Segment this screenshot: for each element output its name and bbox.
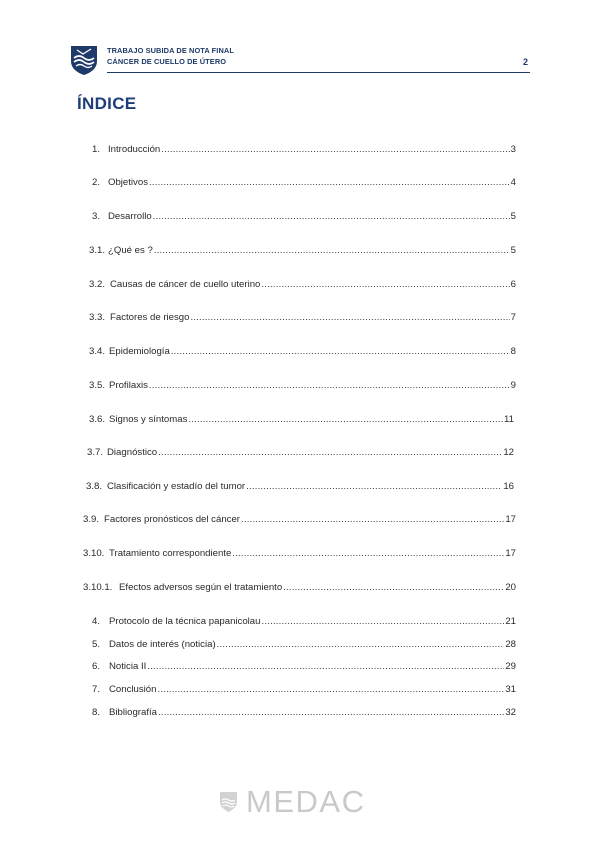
toc-leader-dots [217, 638, 505, 651]
toc-entry-label: Introducción [108, 144, 161, 155]
toc-leader-dots [158, 706, 504, 719]
toc-entry[interactable] [83, 547, 516, 560]
toc-leader-dots [283, 581, 504, 594]
toc-entry-number: 3.9. [83, 514, 100, 525]
toc-entry-number: 3.10. [83, 548, 105, 559]
toc-leader-dots [154, 244, 510, 257]
toc-leader-dots [161, 143, 509, 156]
toc-entry-number: 3.6. [89, 414, 106, 425]
toc-entry[interactable] [83, 513, 516, 526]
toc-entry-page: 16 [503, 481, 514, 492]
toc-entry-page: 5 [510, 245, 516, 256]
toc-entry[interactable] [92, 176, 516, 189]
toc-entry-label: Tratamiento correspondiente [109, 548, 232, 559]
toc-entry-page: 31 [505, 684, 516, 695]
toc-entry-number: 8. [92, 707, 101, 718]
toc-entry[interactable] [89, 413, 514, 426]
toc-entry[interactable] [86, 480, 514, 493]
header-line-1: TRABAJO SUBIDA DE NOTA FINAL [107, 46, 234, 55]
toc-leader-dots [261, 278, 509, 291]
toc-leader-dots [171, 345, 510, 358]
toc-entry-number: 7. [92, 684, 101, 695]
toc-entry-label: Diagnóstico [107, 447, 158, 458]
toc-entry-label: Factores pronósticos del cáncer [104, 514, 240, 525]
toc-entry-number: 3. [92, 211, 101, 222]
toc-entry-page: 5 [510, 211, 516, 222]
toc-entry-label: Causas de cáncer de cuello uterino [110, 279, 261, 290]
toc-entry-number: 3.8. [86, 481, 103, 492]
toc-entry-number: 3.4. [89, 346, 106, 357]
toc-leader-dots [147, 660, 504, 673]
toc-entry-page: 32 [505, 707, 516, 718]
toc-entry-number: 3.2. [89, 279, 106, 290]
toc-entry-number: 6. [92, 661, 101, 672]
toc-entry-label: Desarrollo [108, 211, 152, 222]
toc-leader-dots [190, 311, 509, 324]
toc-entry-page: 7 [510, 312, 516, 323]
toc-entry[interactable] [89, 278, 516, 291]
toc-entry-number: 3.1. [89, 245, 106, 256]
page-number: 2 [522, 57, 528, 67]
toc-entry-number: 3.10.1. [83, 582, 113, 593]
toc-leader-dots [188, 413, 503, 426]
toc-leader-dots [232, 547, 504, 560]
toc-entry-number: 3.5. [89, 380, 106, 391]
toc-entry-label: Signos y síntomas [109, 414, 188, 425]
toc-leader-dots [261, 615, 504, 628]
toc-entry-number: 3.7. [87, 447, 104, 458]
toc-leader-dots [149, 176, 510, 189]
toc-entry-page: 3 [510, 144, 516, 155]
toc-entry-page: 4 [510, 177, 516, 188]
toc-leader-dots [149, 379, 510, 392]
toc-leader-dots [157, 683, 504, 696]
toc-entry[interactable] [89, 311, 516, 324]
toc-entry-page: 17 [505, 548, 516, 559]
toc-entry-page: 17 [505, 514, 516, 525]
toc-entry[interactable] [89, 345, 516, 358]
toc-entry[interactable] [89, 379, 516, 392]
toc-entry-label: Epidemiología [109, 346, 170, 357]
medac-shield-icon [219, 791, 238, 813]
header-text [107, 45, 234, 67]
toc-entry-label: Profilaxis [109, 380, 148, 391]
toc-leader-dots [241, 513, 504, 526]
toc-entry-page: 8 [510, 346, 516, 357]
toc-entry-label: Factores de riesgo [110, 312, 190, 323]
toc-leader-dots [153, 210, 510, 223]
toc-entry-number: 3.3. [89, 312, 106, 323]
toc-entry[interactable] [92, 683, 516, 696]
toc-entry[interactable] [89, 244, 516, 257]
toc-entry-number: 2. [92, 177, 101, 188]
toc-entry-label: Conclusión [109, 684, 157, 695]
toc-entry-number: 5. [92, 639, 101, 650]
page-header [70, 42, 530, 78]
watermark [219, 786, 365, 818]
toc-entry-page: 12 [503, 447, 514, 458]
toc-entry-page: 6 [510, 279, 516, 290]
toc-entry[interactable] [92, 210, 516, 223]
toc-entry-label: Objetivos [108, 177, 148, 188]
toc-entry-label: Protocolo de la técnica papanicolau [109, 616, 261, 627]
toc-entry[interactable] [83, 581, 516, 594]
watermark-text: MEDAC [246, 784, 366, 819]
toc-entry-number: 4. [92, 616, 101, 627]
toc-leader-dots [246, 480, 502, 493]
toc-entry[interactable] [92, 660, 516, 673]
toc-entry-label: Clasificación y estadío del tumor [107, 481, 246, 492]
medac-logo-icon [70, 44, 98, 76]
toc-entry-label: Efectos adversos según el tratamiento [119, 582, 283, 593]
toc-entry-label: Noticia II [109, 661, 147, 672]
toc-entry-page: 29 [505, 661, 516, 672]
toc-entry-label: ¿Qué es ? [108, 245, 153, 256]
toc-entry[interactable] [92, 143, 516, 156]
toc-leader-dots [158, 446, 502, 459]
toc-entry-page: 21 [505, 616, 516, 627]
toc-entry-page: 9 [510, 380, 516, 391]
toc-entry[interactable] [87, 446, 514, 459]
toc-entry-label: Datos de interés (noticia) [109, 639, 216, 650]
header-rule [107, 72, 530, 73]
toc-entry-number: 1. [92, 144, 101, 155]
toc-entry[interactable] [92, 638, 516, 651]
toc-entry-page: 28 [505, 639, 516, 650]
toc-entry[interactable] [92, 615, 516, 628]
toc-entry-page: 11 [504, 414, 514, 425]
toc-entry-page: 20 [505, 582, 516, 593]
toc-title: ÍNDICE [77, 94, 137, 113]
toc-entry-label: Bibliografía [109, 707, 157, 718]
toc-entry[interactable] [92, 706, 516, 719]
header-line-2: CÁNCER DE CUELLO DE ÚTERO [107, 57, 227, 66]
